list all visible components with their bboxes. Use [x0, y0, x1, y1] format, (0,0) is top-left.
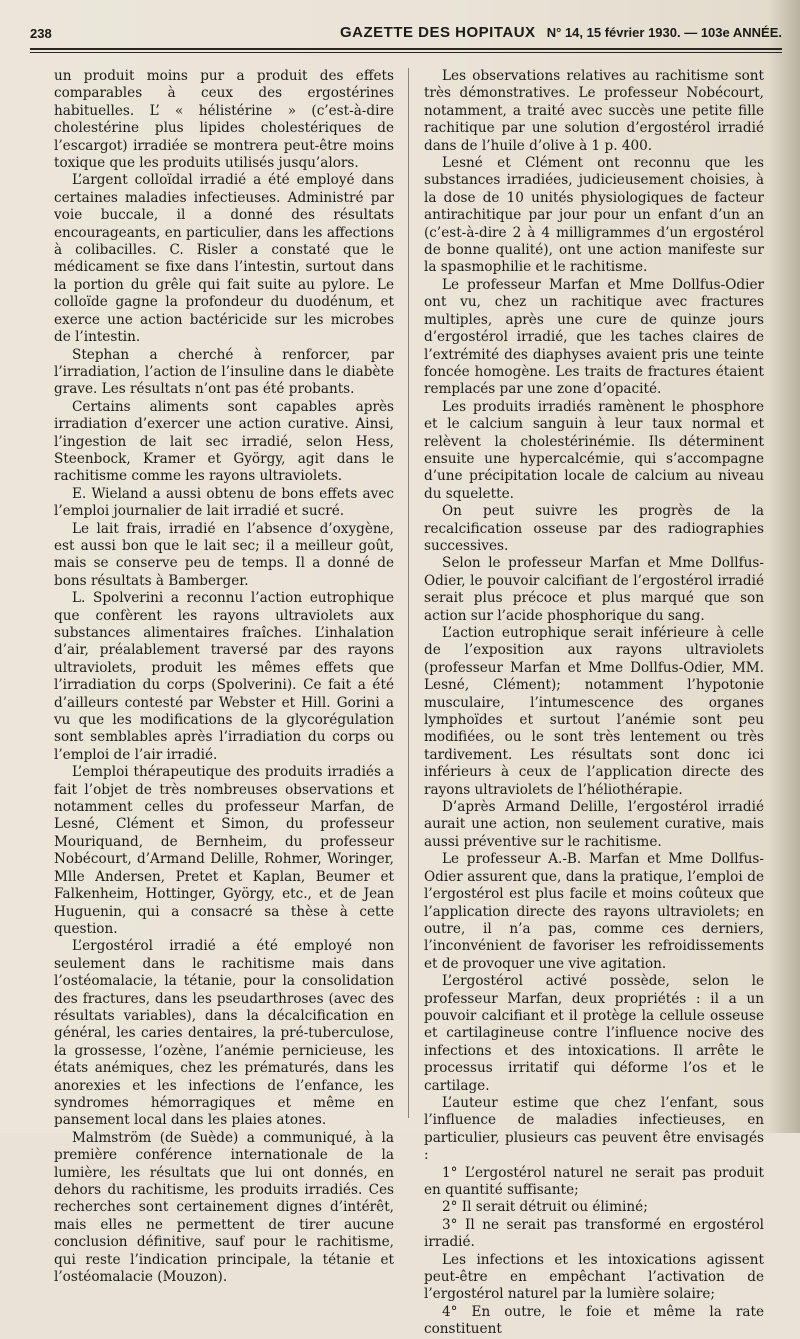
left-paragraph: L’ergostérol irradié a été employé non seulement dans le rachitisme mais dans l’ostéomalacie, la tétanie, pour la consolidation des fractures, dans les pseudarthroses (avec des résultats variables), dans la décalcification en général, les caries dentaires, la pré-tuberculose, la grossesse, l’ozène, l’anémie pernicieuse, les états anémiques, chez les prématurés, dans les anorexies et les infections de l’enfance, les syndromes hémorragiques et même en pansement local dans les plaies atones. [54, 938, 394, 1129]
column-divider [408, 68, 409, 1118]
right-paragraph: Lesné et Clément ont reconnu que les substances irradiées, judicieusement choisies, à la dose de 10 unités physiologiques de facteur antirachitique par jour pour un enfant d’un an (c’est-à-dire 2 à 4 milligrammes d’un ergostérol de bonne qualité), ont une action manifeste sur la spasmophilie et le rachitisme. [424, 155, 764, 276]
left-column [54, 68, 394, 1286]
page-header [30, 20, 782, 44]
right-paragraph: L’ergostérol activé possède, selon le professeur Marfan, deux propriétés : il a un pouvoir calcifiant et il protège la cellule osseuse et cartilagineuse contre l’influence nocive des infections et des intoxications. Il arrête le processus irritatif qui déforme l’os et le cartilage. [424, 973, 764, 1094]
left-paragraph: Stephan a cherché à renforcer, par l’irradiation, l’action de l’insuline dans le diabète grave. Les résultats n’ont pas été probants. [54, 346, 394, 398]
left-paragraph: E. Wieland a aussi obtenu de bons effets avec l’emploi journalier de lait irradié et sucré. [54, 485, 394, 520]
right-paragraph: Selon le professeur Marfan et Mme Dollfus-Odier, le pouvoir calcifiant de l’ergostérol irradié serait plus précoce et plus marqué que son action sur l’acide phosphorique du sang. [424, 555, 764, 624]
left-paragraph: L. Spolverini a reconnu l’action eutrophique que confèrent les rayons ultraviolets aux substances alimentaires fraîches. L’inhalation d’air, préalablement traversé par des rayons ultraviolets, produit les mêmes effets que l’irradiation du corps (Spolverini). Ce fait a été d’ailleurs contesté par Webster et Hill. Gorini a vu que les modifications de la glycorégulation sont semblables après l’irradiation du corps ou l’emploi de l’air irradié. [54, 590, 394, 763]
left-paragraph: Malmström (de Suède) a communiqué, à la première conférence internationale de la lumière, les résultats que lui ont donnés, en dehors du rachitisme, les produits irradiés. Ces recherches sont certainement dignes d’intérêt, mais elles ne permettent de tirer aucune conclusion définitive, sauf pour le rachitisme, qui reste l’indication principale, la tétanie et l’ostéomalacie (Mouzon). [54, 1129, 394, 1286]
right-paragraph: Les observations relatives au rachitisme sont très démonstratives. Le professeur Nobécourt, notamment, a traité avec succès une petite fille rachitique par une solution d’ergostérol irradié dans de l’huile d’olive à 1 p. 400. [424, 68, 764, 154]
left-paragraph: L’argent colloïdal irradié a été employé dans certaines maladies infectieuses. Administré par voie buccale, il a donné des résultats encourageants, en particulier, dans les affections à colibacilles. C. Risler a constaté que le médicament se fixe dans l’intestin, surtout dans la portion du grêle qui fait suite au pylore. Le colloïde gagne la profondeur du duodénum, et exerce une action bactéricide sur les microbes de l’intestin. [54, 172, 394, 346]
journal-title: GAZETTE DES HOPITAUX [340, 24, 536, 41]
right-paragraph: Le professeur A.-B. Marfan et Mme Dollfus-Odier assurent que, dans la pratique, l’emploi de l’ergostérol est plus facile et moins coûteux que l’application directe des rayons ultraviolets; en outre, il n’a pas, comme ces derniers, l’inconvénient de favoriser les refroidissements et de provoquer une vive agitation. [424, 851, 764, 972]
issue-info: N° 14, 15 février 1930. — 103e ANNÉE. [546, 25, 782, 40]
right-list-item: 3° Il ne serait pas transformé en ergostérol irradié. [424, 1216, 764, 1251]
right-paragraph: Les produits irradiés ramènent le phosphore et le calcium sanguin à leur taux normal et relèvent la cholestérinémie. Ils déterminent ensuite une hypercalcémie, qui s’accompagne d’une précipitation locale de calcium au niveau du squelette. [424, 398, 764, 502]
right-paragraph: Les infections et les intoxications agissent peut-être en empêchant l’activation de l’ergostérol naturel par la lumière solaire; [424, 1251, 764, 1303]
right-list-item: 1° L’ergostérol naturel ne serait pas produit en quantité suffisante; [424, 1164, 764, 1198]
left-paragraph: un produit moins pur a produit des effets comparables à ceux des ergostérines habituelles. L’ « hélistérine » (c’est-à-dire cholestérine plus lipides cholestériques de l’escargot) irradiée se montrera peut-être moins toxique que les produits utilisés jusqu’alors. [54, 68, 394, 172]
right-paragraph: L’auteur estime que chez l’enfant, sous l’influence de maladies infectieuses, en particulier, plusieurs cas peuvent être envisagés : [424, 1094, 764, 1164]
right-paragraph: D’après Armand Delille, l’ergostérol irradié aurait une action, non seulement curative, mais aussi préventive sur le rachitisme. [424, 799, 764, 850]
page-number: 238 [30, 26, 52, 41]
right-list-item: 4° En outre, le foie et même la rate constituent [424, 1303, 764, 1338]
right-paragraph: L’action eutrophique serait inférieure à celle de l’exposition aux rayons ultraviolets (professeur Marfan et Mme Dollfus-Odier, MM. Lesné, Clément); notamment l’hypotonie musculaire, l’intumescence des organes lymphoïdes et surtout l’anémie sont peu modifiées, ou le sont très lentement ou très tardivement. Les résultats sont donc ici inférieurs à ceux de l’application directe des rayons ultraviolets de l’héliothérapie. [424, 625, 764, 798]
right-paragraph: Le professeur Marfan et Mme Dollfus-Odier ont vu, chez un rachitique avec fractures multiples, après une cure de quinze jours d’ergostérol irradié, que les taches claires de l’extrémité des diaphyses avaient pris une teinte foncée homogène. Les traits de fractures étaient remplacés par une zone d’opacité. [424, 276, 764, 398]
header-rule [30, 48, 782, 53]
left-paragraph: Certains aliments sont capables après irradiation d’exercer une action curative. Ainsi, l’ingestion de lait sec irradié, selon Hess, Steenbock, Kramer et György, agit dans le rachitisme comme les rayons ultraviolets. [54, 398, 394, 485]
right-column [424, 68, 764, 1339]
right-list-item: 2° Il serait détruit ou éliminé; [442, 1199, 648, 1216]
left-paragraph: Le lait frais, irradié en l’absence d’oxygène, est aussi bon que le lait sec; il a meilleur goût, mais se conserve peu de temps. Il a donné de bons résultats à Bamberger. [54, 520, 394, 589]
right-paragraph: On peut suivre les progrès de la recalcification osseuse par des radiographies successives. [424, 503, 764, 554]
left-paragraph: L’emploi thérapeutique des produits irradiés a fait l’objet de très nombreuses observations et notamment celles du professeur Marfan, de Lesné, Clément et Simon, du professeur Mouriquand, de Bernheim, du professeur Nobécourt, d’Armand Delille, Rohmer, Woringer, Mlle Andersen, Pretet et Kaplan, Beumer et Falkenheim, Hottinger, György, etc., et de Jean Huguenin, qui a consacré sa thèse à cette question. [54, 764, 394, 937]
